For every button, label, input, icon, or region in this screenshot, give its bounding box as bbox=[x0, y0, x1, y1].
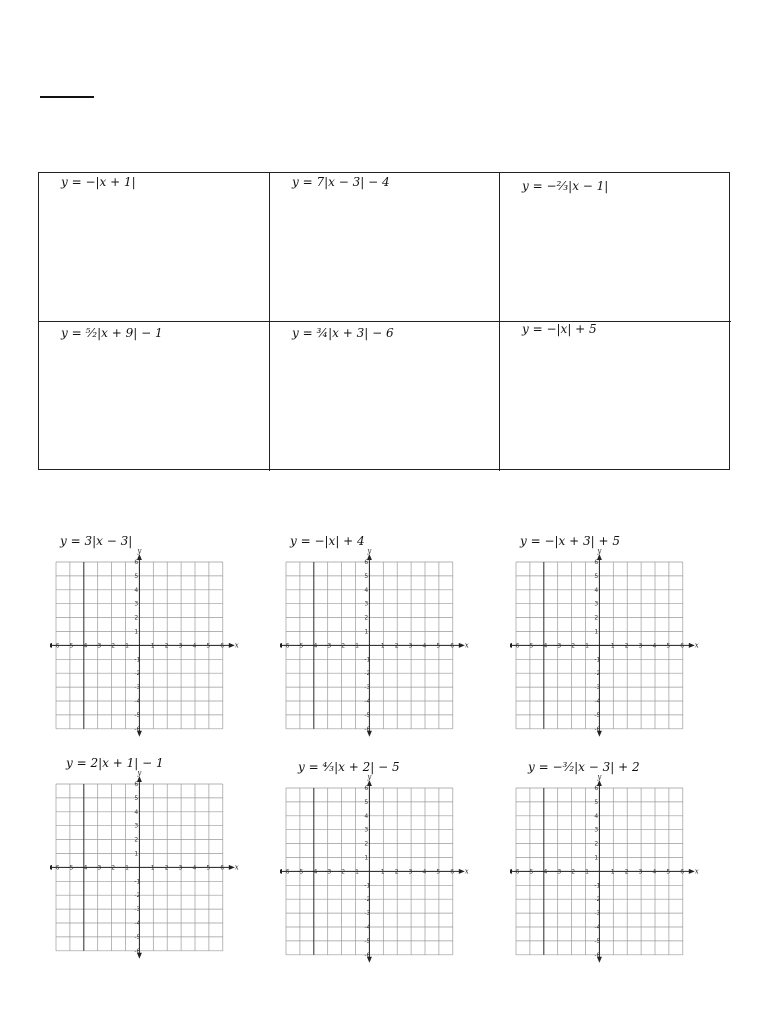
x-tick-label: 1 bbox=[380, 868, 385, 876]
y-tick-label: -6 bbox=[134, 947, 141, 955]
y-tick-label: -1 bbox=[364, 656, 371, 664]
x-tick-label: -2 bbox=[109, 642, 116, 650]
x-axis-left-arrow bbox=[280, 643, 282, 648]
y-tick-label: -2 bbox=[134, 670, 141, 678]
grid-svg[interactable] bbox=[50, 770, 240, 980]
x-tick-label: -2 bbox=[109, 864, 116, 872]
grid-svg[interactable] bbox=[280, 548, 470, 758]
x-tick-label: 1 bbox=[610, 868, 615, 876]
y-tick-label: -4 bbox=[594, 924, 601, 931]
x-tick-label: 6 bbox=[450, 642, 455, 650]
x-tick-label: -2 bbox=[569, 868, 576, 876]
y-tick-label: -2 bbox=[364, 896, 371, 904]
y-tick-label: -1 bbox=[134, 878, 141, 886]
table-cell[interactable] bbox=[270, 173, 500, 322]
x-tick-label: -3 bbox=[325, 868, 332, 876]
y-tick-label: -3 bbox=[594, 910, 601, 918]
x-tick-label: -3 bbox=[95, 864, 102, 872]
x-tick-label: -4 bbox=[311, 642, 318, 650]
x-tick-label: -6 bbox=[283, 642, 290, 650]
x-tick-label: 5 bbox=[666, 868, 671, 876]
x-tick-label: 1 bbox=[150, 642, 155, 650]
y-tick-label: 2 bbox=[594, 840, 599, 848]
x-tick-label: 5 bbox=[666, 642, 671, 650]
x-tick-label: 3 bbox=[638, 868, 643, 876]
equation-label: y = −⅔|x − 1| bbox=[522, 179, 609, 193]
x-axis-label: x bbox=[694, 641, 699, 650]
graph-equation: y = −|x| + 4 bbox=[290, 534, 365, 548]
y-tick-label: -1 bbox=[594, 656, 601, 664]
coordinate-grid[interactable] bbox=[280, 534, 470, 764]
x-tick-label: -5 bbox=[527, 642, 534, 650]
y-tick-label: -5 bbox=[364, 937, 371, 945]
x-axis-label: x bbox=[464, 867, 469, 876]
equation-label: y = −|x + 1| bbox=[61, 175, 136, 189]
y-tick-label: -6 bbox=[594, 951, 601, 959]
y-tick-label: -2 bbox=[134, 892, 141, 900]
y-tick-label: -3 bbox=[594, 684, 601, 692]
x-tick-label: -5 bbox=[67, 864, 74, 872]
y-tick-label: 1 bbox=[134, 850, 139, 858]
graph-equation: y = 2|x + 1| − 1 bbox=[66, 756, 164, 770]
x-tick-label: -1 bbox=[583, 642, 589, 650]
x-tick-label: -5 bbox=[527, 868, 534, 876]
y-axis-label: y bbox=[137, 770, 142, 777]
x-tick-label: 6 bbox=[450, 868, 455, 876]
y-tick-label: 2 bbox=[364, 840, 369, 848]
y-tick-label: 5 bbox=[364, 572, 369, 580]
x-axis-label: x bbox=[464, 641, 469, 650]
x-tick-label: 4 bbox=[422, 868, 427, 876]
y-tick-label: -5 bbox=[134, 711, 141, 719]
y-tick-label: -1 bbox=[364, 882, 371, 890]
x-axis-label: x bbox=[694, 867, 699, 876]
grid-svg[interactable] bbox=[510, 548, 700, 758]
y-axis-label: y bbox=[597, 774, 602, 781]
y-tick-label: -5 bbox=[594, 711, 601, 719]
grid-svg[interactable] bbox=[50, 548, 240, 758]
x-tick-label: -2 bbox=[339, 868, 346, 876]
x-tick-label: 5 bbox=[206, 642, 211, 650]
table-cell[interactable] bbox=[39, 173, 270, 322]
x-axis-label: x bbox=[234, 641, 239, 650]
x-tick-label: 2 bbox=[624, 642, 629, 650]
x-tick-label: -4 bbox=[541, 642, 548, 650]
y-tick-label: -1 bbox=[134, 656, 141, 664]
graph-equation: y = −³⁄₂|x − 3| + 2 bbox=[528, 760, 640, 774]
coordinate-grid[interactable] bbox=[510, 760, 700, 990]
graph-equation: y = ⁴⁄₃|x + 2| − 5 bbox=[298, 760, 400, 774]
x-tick-label: 1 bbox=[150, 864, 155, 872]
equation-label: y = −|x| + 5 bbox=[522, 322, 597, 336]
y-tick-label: 1 bbox=[364, 628, 369, 636]
x-tick-label: -5 bbox=[297, 642, 304, 650]
y-axis-label: y bbox=[137, 548, 142, 555]
grid-svg[interactable] bbox=[510, 774, 700, 984]
x-tick-label: 1 bbox=[610, 642, 615, 650]
equation-label: y = ¾|x + 3| − 6 bbox=[292, 326, 394, 340]
x-tick-label: 6 bbox=[220, 864, 225, 872]
y-axis-label: y bbox=[367, 774, 372, 781]
x-tick-label: 5 bbox=[436, 642, 441, 650]
x-tick-label: -4 bbox=[311, 868, 318, 876]
y-tick-label: -1 bbox=[594, 882, 601, 890]
y-tick-label: 1 bbox=[594, 854, 599, 862]
y-tick-label: 4 bbox=[594, 812, 599, 820]
x-tick-label: 3 bbox=[408, 868, 413, 876]
y-tick-label: 4 bbox=[594, 586, 599, 594]
x-axis-left-arrow bbox=[510, 643, 512, 648]
y-tick-label: -4 bbox=[134, 920, 141, 927]
table-cell[interactable] bbox=[500, 322, 731, 471]
y-tick-label: -6 bbox=[594, 725, 601, 733]
x-axis-left-arrow bbox=[50, 865, 52, 870]
x-tick-label: 3 bbox=[178, 642, 183, 650]
y-tick-label: -4 bbox=[364, 924, 371, 931]
y-tick-label: 5 bbox=[594, 572, 599, 580]
table-cell[interactable] bbox=[500, 173, 731, 322]
x-tick-label: -1 bbox=[583, 868, 589, 876]
x-tick-label: 1 bbox=[380, 642, 385, 650]
equation-label: y = ⁵⁄₂|x + 9| − 1 bbox=[61, 326, 163, 340]
y-tick-label: -3 bbox=[364, 910, 371, 918]
x-tick-label: -6 bbox=[53, 642, 60, 650]
y-tick-label: 6 bbox=[134, 559, 139, 566]
coordinate-grid[interactable] bbox=[50, 756, 240, 986]
x-tick-label: -2 bbox=[339, 642, 346, 650]
y-tick-label: 6 bbox=[364, 559, 369, 566]
x-tick-label: 2 bbox=[394, 868, 399, 876]
y-axis-label: y bbox=[597, 548, 602, 555]
y-tick-label: -5 bbox=[364, 711, 371, 719]
x-tick-label: -4 bbox=[81, 642, 88, 650]
y-tick-label: 1 bbox=[594, 628, 599, 636]
y-tick-label: 5 bbox=[364, 798, 369, 806]
y-tick-label: 3 bbox=[364, 600, 369, 608]
x-tick-label: -6 bbox=[283, 868, 290, 876]
y-tick-label: 1 bbox=[364, 854, 369, 862]
x-axis-left-arrow bbox=[280, 869, 282, 874]
y-tick-label: -3 bbox=[364, 684, 371, 692]
y-tick-label: -4 bbox=[594, 698, 601, 705]
x-tick-label: -4 bbox=[81, 864, 88, 872]
x-tick-label: 5 bbox=[206, 864, 211, 872]
grid-svg[interactable] bbox=[280, 774, 470, 984]
y-tick-label: -2 bbox=[594, 670, 601, 678]
x-tick-label: -3 bbox=[555, 868, 562, 876]
x-tick-label: -1 bbox=[123, 642, 129, 650]
x-tick-label: -5 bbox=[67, 642, 74, 650]
table-cell[interactable] bbox=[39, 322, 270, 471]
y-tick-label: -6 bbox=[364, 725, 371, 733]
y-tick-label: 5 bbox=[134, 794, 139, 802]
y-tick-label: 3 bbox=[364, 826, 369, 834]
y-tick-label: 5 bbox=[134, 572, 139, 580]
x-axis-left-arrow bbox=[50, 643, 52, 648]
x-tick-label: 2 bbox=[164, 864, 169, 872]
y-tick-label: -4 bbox=[364, 698, 371, 705]
x-tick-label: 2 bbox=[164, 642, 169, 650]
x-tick-label: -2 bbox=[569, 642, 576, 650]
x-tick-label: 5 bbox=[436, 868, 441, 876]
y-tick-label: 6 bbox=[364, 785, 369, 792]
x-tick-label: 4 bbox=[652, 868, 657, 876]
x-tick-label: 3 bbox=[638, 642, 643, 650]
x-tick-label: 6 bbox=[220, 642, 225, 650]
y-tick-label: 6 bbox=[594, 559, 599, 566]
x-tick-label: -4 bbox=[541, 868, 548, 876]
y-tick-label: 4 bbox=[134, 586, 139, 594]
x-tick-label: -1 bbox=[353, 642, 359, 650]
y-tick-label: -2 bbox=[594, 896, 601, 904]
x-tick-label: -6 bbox=[513, 642, 520, 650]
x-tick-label: -3 bbox=[555, 642, 562, 650]
x-tick-label: 3 bbox=[178, 864, 183, 872]
y-tick-label: 4 bbox=[364, 812, 369, 820]
name-blank-line[interactable] bbox=[40, 96, 94, 98]
y-tick-label: -2 bbox=[364, 670, 371, 678]
x-tick-label: -1 bbox=[353, 868, 359, 876]
y-tick-label: 3 bbox=[134, 600, 139, 608]
y-tick-label: -5 bbox=[594, 937, 601, 945]
y-tick-label: 1 bbox=[134, 628, 139, 636]
y-tick-label: -5 bbox=[134, 933, 141, 941]
y-tick-label: 3 bbox=[594, 826, 599, 834]
x-tick-label: -6 bbox=[53, 864, 60, 872]
y-tick-label: 4 bbox=[134, 808, 139, 816]
coordinate-grid[interactable] bbox=[510, 534, 700, 764]
y-tick-label: 2 bbox=[594, 614, 599, 622]
y-tick-label: 5 bbox=[594, 798, 599, 806]
y-axis-label: y bbox=[367, 548, 372, 555]
y-tick-label: 2 bbox=[134, 614, 139, 622]
y-tick-label: 6 bbox=[134, 781, 139, 788]
y-tick-label: -6 bbox=[364, 951, 371, 959]
x-tick-label: -5 bbox=[297, 868, 304, 876]
y-tick-label: 3 bbox=[134, 822, 139, 830]
x-tick-label: 4 bbox=[652, 642, 657, 650]
x-axis-left-arrow bbox=[510, 869, 512, 874]
x-tick-label: 4 bbox=[192, 864, 197, 872]
y-tick-label: 6 bbox=[594, 785, 599, 792]
graph-equation: y = 3|x − 3| bbox=[60, 534, 133, 548]
y-tick-label: -4 bbox=[134, 698, 141, 705]
y-tick-label: -3 bbox=[134, 684, 141, 692]
coordinate-grid[interactable] bbox=[280, 760, 470, 990]
x-tick-label: -3 bbox=[95, 642, 102, 650]
x-tick-label: 6 bbox=[680, 868, 685, 876]
graph-equation: y = −|x + 3| + 5 bbox=[520, 534, 621, 548]
x-tick-label: -6 bbox=[513, 868, 520, 876]
x-tick-label: 3 bbox=[408, 642, 413, 650]
equation-label: y = 7|x − 3| − 4 bbox=[292, 175, 390, 189]
y-tick-label: 2 bbox=[364, 614, 369, 622]
y-tick-label: -3 bbox=[134, 906, 141, 914]
y-tick-label: 4 bbox=[364, 586, 369, 594]
x-tick-label: -1 bbox=[123, 864, 129, 872]
x-tick-label: 6 bbox=[680, 642, 685, 650]
table-cell[interactable] bbox=[270, 322, 500, 471]
x-axis-label: x bbox=[234, 863, 239, 872]
x-tick-label: 4 bbox=[422, 642, 427, 650]
x-tick-label: 2 bbox=[624, 868, 629, 876]
x-tick-label: 4 bbox=[192, 642, 197, 650]
y-tick-label: -6 bbox=[134, 725, 141, 733]
coordinate-grid[interactable] bbox=[50, 534, 240, 764]
x-tick-label: -3 bbox=[325, 642, 332, 650]
y-tick-label: 2 bbox=[134, 836, 139, 844]
y-tick-label: 3 bbox=[594, 600, 599, 608]
equation-table bbox=[38, 172, 730, 470]
x-tick-label: 2 bbox=[394, 642, 399, 650]
